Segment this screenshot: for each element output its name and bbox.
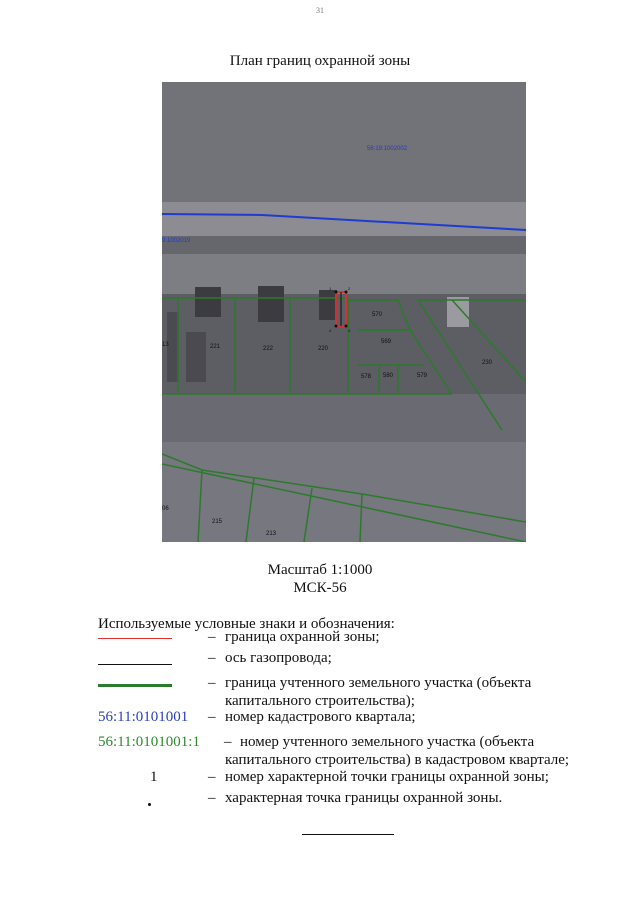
parcel-label: 570 [372, 312, 383, 318]
legend-dash: – [224, 734, 232, 750]
parcel-label: 220 [318, 346, 329, 352]
point-number-symbol: 1 [150, 769, 158, 785]
point-symbol [148, 803, 151, 806]
legend-desc: номер кадастрового квартала; [225, 709, 416, 725]
legend-desc: капитального строительства); [225, 693, 415, 709]
legend-desc: характерная точка границы охранной зоны. [225, 790, 503, 806]
quarter-label-left: 9:1002019 [162, 238, 191, 244]
parcel-label: 213 [266, 531, 277, 537]
point-number-label: 1 [329, 286, 332, 291]
gas-axis-symbol [98, 664, 172, 665]
point-number-label: 4 [329, 328, 332, 333]
legend-dash: – [208, 650, 216, 666]
legend-dash: – [208, 629, 216, 645]
signature-line [302, 834, 394, 835]
parcel-boundary-symbol [98, 684, 172, 687]
legend-desc: граница охранной зоны; [225, 629, 380, 645]
legend-desc: капитального строительства) в кадастровом квартале; [225, 752, 570, 768]
field-area [162, 82, 526, 202]
parcel-number-symbol: 56:11:0101001:1 [98, 734, 200, 750]
legend-desc: номер характерной точки границы охранной зоны; [225, 769, 549, 785]
parcel-label: 06 [162, 506, 169, 512]
point-number-label: 2 [348, 286, 351, 291]
point-marker [335, 325, 338, 328]
parcel-label: 221 [210, 344, 221, 350]
parcel-label: 215 [212, 519, 223, 525]
legend-desc: ось газопровода; [225, 650, 332, 666]
house [447, 297, 469, 327]
quarter-label-top: 56:19:1002002 [367, 146, 408, 152]
zone-boundary-symbol [98, 638, 172, 639]
parcel-label: 569 [381, 339, 392, 345]
legend-dash: – [208, 675, 216, 691]
parcel-label: 579 [417, 373, 428, 379]
parcel-label: 13 [162, 342, 169, 348]
page-number: 31 [316, 6, 324, 15]
scale-block [0, 561, 640, 597]
parcel-label: 578 [361, 374, 372, 380]
quarter-number-symbol: 56:11:0101001 [98, 709, 189, 725]
coordinate-system: МСК-56 [293, 580, 347, 596]
house [195, 287, 221, 317]
house [167, 312, 179, 382]
scale-text: Масштаб 1:1000 [267, 562, 373, 578]
map-plan [162, 82, 526, 542]
parcel-label: 580 [383, 373, 394, 379]
legend-dash: – [208, 790, 216, 806]
legend-desc: граница учтенного земельного участка (объекта [225, 675, 532, 691]
legend-desc: номер учтенного земельного участка (объекта [240, 734, 535, 750]
house [258, 286, 284, 322]
point-marker [335, 291, 338, 294]
legend-heading: Используемые условные знаки и обозначения: [98, 616, 395, 632]
parcel-label: 230 [482, 360, 493, 366]
legend-dash: – [208, 769, 216, 785]
page-title: План границ охранной зоны [229, 53, 411, 69]
house [186, 332, 206, 382]
map-svg [162, 82, 526, 542]
house [319, 290, 337, 320]
point-number-label: 3 [348, 328, 351, 333]
legend-dash: – [208, 709, 216, 725]
road-shoulder [162, 236, 526, 254]
parcel-label: 222 [263, 346, 274, 352]
